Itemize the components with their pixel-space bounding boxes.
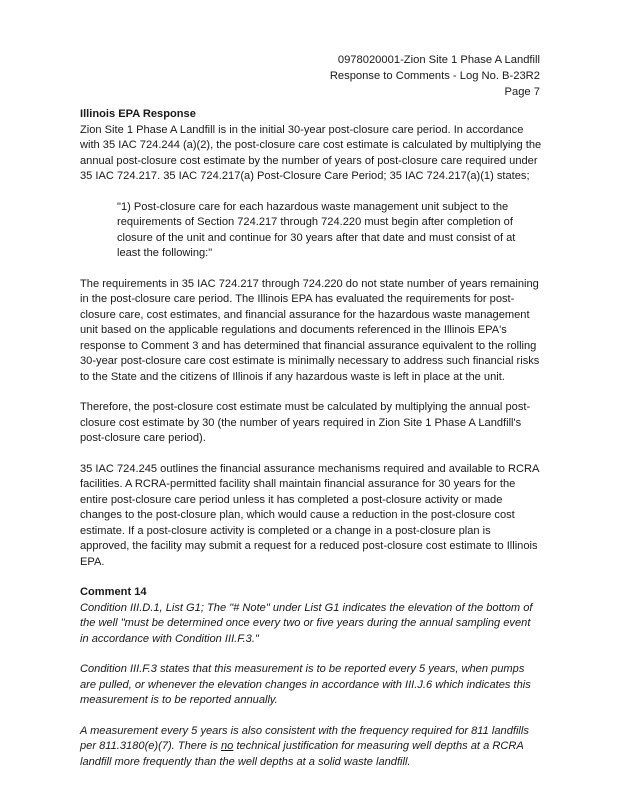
- response-paragraph-1: Zion Site 1 Phase A Landfill is in the initial 30-year post-closure care period. In accordance with 35 IAC 724.244 (a)(2), the post-closure care cost estimate is calculated by multiplying the annual post-closure cost estimate by the number of years of post-closure care required under 35 IAC 724.217. 35 IAC 724.217(a) Post-Closure Care Period; 35 IAC 724.217(a)(1) states;: [80, 123, 542, 182]
- comment-14-paragraph-3: [80, 724, 542, 771]
- header-document-id: 0978020001-Zion Site 1 Phase A Landfill: [337, 54, 540, 66]
- comment-14-heading: Comment 14: [80, 586, 147, 598]
- response-paragraph-4: 35 IAC 724.245 outlines the financial assurance mechanisms required and available to RCRA facilities. A RCRA-permitted facility shall maintain financial assurance for 30 years for the entire post-closure care period unless it has completed a post-closure activity or made changes to the post-closure plan, which would cause a reduction in the post-closure cost estimate. If a post-closure activity is completed or a change in a post-closure plan is approved, the facility may submit a request for a reduced post-closure cost estimate to Illinois EPA.: [80, 462, 539, 568]
- comment-14-paragraph-3-part-c: technical justification for measuring well depths at a RCRA landfill more frequently than the well depths at a solid waste landfill.: [80, 740, 524, 768]
- response-heading: Illinois EPA Response: [80, 108, 196, 120]
- comment-14-paragraph-1: Condition III.D.1, List G1; The "# Note" under List G1 indicates the elevation of the bottom of the well "must be determined once every two or five years during the annual sampling event in accordance with Condition III.F.3.": [80, 601, 533, 645]
- response-paragraph-3: Therefore, the post-closure cost estimate must be calculated by multiplying the annual post-closure cost estimate by 30 (the number of years required in Zion Site 1 Phase A Landfill's post-closure care period).: [80, 401, 531, 444]
- document-body: [80, 107, 542, 770]
- emphasized-word: no: [221, 740, 234, 752]
- page-header: [330, 52, 540, 100]
- comment-14-paragraph-2: Condition III.F.3 states that this measurement is to be reported every 5 years, when pumps are pulled, or whenever the elevation changes in accordance with III.J.6 which indicates this measurement is to be reported annually.: [80, 663, 531, 706]
- header-log-number: Response to Comments - Log No. B-23R2: [329, 70, 540, 82]
- regulation-quote: "1) Post-closure care for each hazardous waste management unit subject to the requirements of Section 724.217 through 724.220 must begin after completion of closure of the unit and continue for 30 years after that date and must consist of at least the following:": [117, 200, 516, 259]
- comment-14-paragraph-3-part-a: A measurement every 5 years is also consistent with the frequency required for 811 landfills per 811.3180(e)(7). There is: [80, 724, 529, 752]
- header-page-number: Page 7: [504, 86, 540, 98]
- response-paragraph-2: The requirements in 35 IAC 724.217 through 724.220 do not state number of years remaining in the post-closure care period. The Illinois EPA has evaluated the requirements for post-closure care, cost estimates, and financial assurance for the hazardous waste management unit based on the applicable regulations and documents referenced in the Illinois EPA's response to Comment 3 and has determined that financial assurance equivalent to the rolling 30-year post-closure care cost estimate is minimally necessary to address such financial risks to the State and the citizens of Illinois if any hazardous waste is left in place at the unit.: [80, 277, 540, 383]
